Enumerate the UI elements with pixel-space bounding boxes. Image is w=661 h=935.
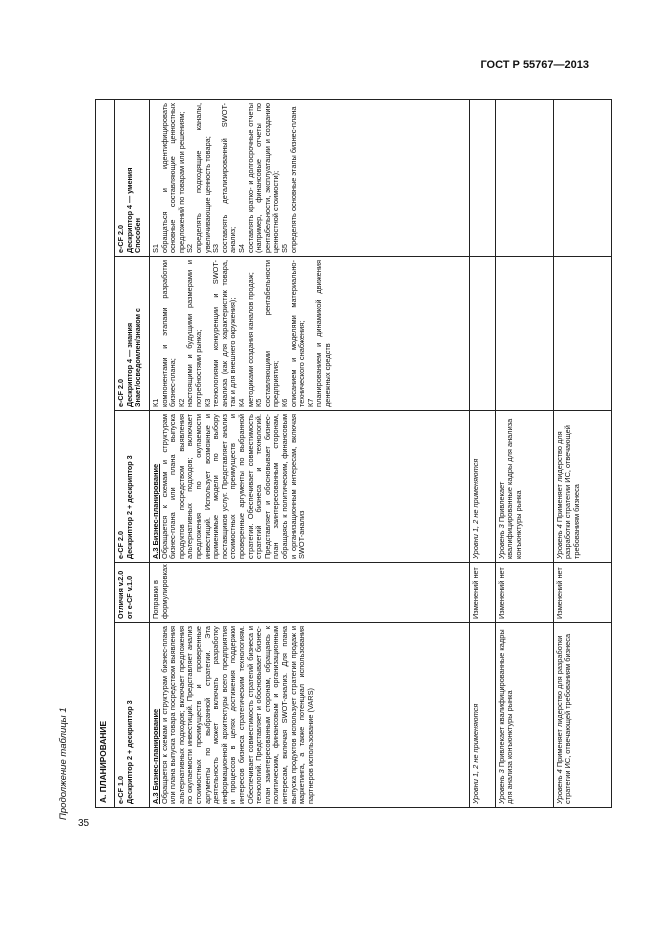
cell-ecf2-description — [150, 411, 470, 563]
competence-title: А.3 Бизнес-планирование — [151, 708, 160, 804]
knowledge-item: настоящими и будущими размерами и потребностями рынка; — [185, 260, 203, 407]
skill-item: обращаться и идентифицировать основные составляющие ценностных предложений по товарам или решениям; — [159, 102, 186, 253]
rotated-table — [95, 100, 612, 808]
col-header-line: Отличия v.2.0 от е-CF v.1.0 — [116, 570, 134, 619]
col-header-ecf1 — [115, 623, 150, 808]
level-3-diff: Изменений нет — [495, 563, 553, 623]
col-header-line: е-CF 1.0 — [116, 776, 125, 804]
col-header-line: Способен — [133, 218, 143, 253]
level-4-empty-k — [553, 257, 611, 411]
skill-item: S1 — [151, 243, 160, 253]
col-header-line: Знает/осведомлен/знаком с — [133, 308, 143, 407]
level-4-empty-s — [553, 99, 611, 256]
knowledge-item: К4 — [236, 398, 246, 407]
level-label: Уровень 4 — [554, 769, 564, 804]
skill-item: составлять детализированный SWOT-анализ; — [219, 102, 238, 253]
level-text: Применяет лидерство для разработки стратегии ИС, отвечающей требованиям бизнеса — [554, 425, 582, 559]
section-title: А. ПЛАНИРОВАНИЕ — [96, 99, 115, 807]
cell-knowledge — [150, 257, 470, 411]
col-header-line: е-CF 2.0 — [116, 379, 125, 407]
knowledge-item: технологиями конкуренции и SWOT-анализа (как для характеристик товара, так и для внешнего окружения); — [211, 260, 238, 407]
level-3-empty-k — [495, 257, 553, 411]
skill-item: составлять кратко- и долгосрочные отчеты (например, финансовые отчеты по рентабельности, эксплуатации и созданию ценностной стоимости); — [245, 102, 281, 253]
skill-item: определять основные этапы бизнес-плана — [288, 106, 298, 253]
level-text: Привлекает квалифицированные кадры для анализа конъюнктуры рынка — [496, 418, 523, 559]
col-header-line: е-CF 2.0 — [116, 531, 125, 559]
level-1-2-ecf2: Уровни 1, 2 не применяются — [470, 411, 496, 563]
header-row — [115, 99, 150, 807]
table-row-level — [470, 99, 496, 807]
knowledge-item: К7 — [305, 398, 315, 407]
col-header-line: Дескриптор 2 + дескриптор 3 — [124, 700, 134, 804]
knowledge-item: К5 — [254, 398, 264, 407]
col-header-diff — [115, 563, 150, 623]
col-header-line: Дескриптор 4 — умения — [124, 167, 134, 253]
table-row-level — [495, 99, 553, 807]
knowledge-item: компонентами и этапами разработки бизнес-плана; — [159, 260, 178, 407]
level-label: Уровень 4 — [554, 524, 564, 559]
level-1-2-empty-s — [470, 99, 496, 256]
col-header-knowledge — [115, 257, 150, 411]
col-header-ecf2-desc — [115, 411, 150, 563]
col-header-skills — [115, 99, 150, 256]
competence-title: А.3 Бизнес-планирование — [151, 463, 160, 559]
knowledge-item: К1 — [151, 398, 160, 407]
level-3-ecf2 — [495, 411, 553, 563]
level-text: Привлекает квалифицированные кадры для анализа конъюнктуры рынка — [496, 629, 515, 804]
skill-item: S3 — [211, 243, 221, 253]
skill-item: определять подходящие каналы, увеличивающие ценность товара; — [193, 102, 212, 253]
knowledge-item: К3 — [202, 398, 212, 407]
competence-table-area — [95, 100, 612, 808]
cell-ecf1-description — [150, 623, 470, 808]
knowledge-item: описанием и моделями материально-технического снабжения; — [288, 260, 307, 407]
level-4-ecf2 — [553, 411, 611, 563]
level-3-empty-s — [495, 99, 553, 256]
col-header-line: Дескриптор 2 + дескриптор 3 — [124, 455, 134, 559]
continuation-caption: Продолжение таблицы 1 — [58, 707, 69, 820]
level-1-2-diff: Изменений нет — [470, 563, 496, 623]
knowledge-item: К2 — [176, 398, 186, 407]
level-1-2-ecf1: Уровни 1, 2 не применяются — [470, 623, 496, 808]
col-header-line: Дескриптор 4 — знания — [124, 322, 134, 407]
knowledge-item: планированием и динамикой движения денежных средств — [314, 260, 332, 407]
competence-table — [95, 99, 612, 808]
skill-item: S5 — [279, 243, 289, 253]
level-label: Уровень 3 — [496, 524, 506, 559]
level-3-ecf1 — [495, 623, 553, 808]
cell-skills — [150, 99, 470, 256]
competence-text: Обращается к схемам и структурам бизнес-плана или плана выпуска товара посредством выявления альтернативных подходов; включает предложения по окупаемости инвестиций. Представляет анализ стоимостных преимуществ и проверенные аргументы по выбранной стратегии. Эта деятельность может включать разработку информационной архитектуры всего предприятия и процессов в целях достижения поддержки интересов бизнеса стратегическим технологиям. Обеспечивает совместимость стратегий бизнеса и технологий. Представляет и обосновывает бизнес-план заинтересованным сторонам, обращаясь к политическим, финансовым и организационным интересам, включая SWOT-анализ. Для плана выпуска продуктов использует стратегии продаж и маркетинга, а также потенциал использования партнеров использование (VARS) — [159, 626, 315, 804]
level-text: Применяет лидерство для разработки стратегии ИС, отвечающей требованиям бизнеса — [554, 633, 573, 804]
section-row — [96, 99, 115, 807]
standard-header: ГОСТ Р 55767—2013 — [480, 59, 589, 71]
knowledge-item: методиками создания каналов продаж; — [245, 272, 255, 407]
cell-diff — [150, 563, 470, 623]
table-row-main — [150, 99, 470, 807]
competence-text: Обращается к схемам и структурам бизнес-плана или плана выпуска продуктов посредством выявления альтернативных подходов; включает предложения по окупаемости инвестиций. Использует возможные и применимые модели по выбору поставщиков услуг. Представляет анализ стоимостных преимуществ и проверенные аргументы по выбранной стратегии. Обеспечивает совместимость стратегий бизнеса и технологий. Представляет и обосновывает бизнес-план заинтересованным сторонам, обращаясь к политическим, финансовым и организационным интересам, включая SWOT-анализ — [159, 414, 307, 559]
knowledge-item: К6 — [279, 398, 289, 407]
level-4-ecf1 — [553, 623, 611, 808]
level-1-2-empty-k — [470, 257, 496, 411]
skill-item: S4 — [236, 243, 246, 253]
diff-text: Поправки в формулировках — [151, 564, 169, 619]
table-row-level — [553, 99, 611, 807]
level-4-diff: Изменений нет — [553, 563, 611, 623]
page-number: 35 — [78, 818, 90, 829]
skill-item: S2 — [185, 243, 195, 253]
knowledge-item: составляющими рентабельности предприятия; — [262, 260, 281, 407]
col-header-line: е-CF 2.0 — [116, 225, 125, 253]
level-label: Уровень 3 — [496, 769, 506, 804]
